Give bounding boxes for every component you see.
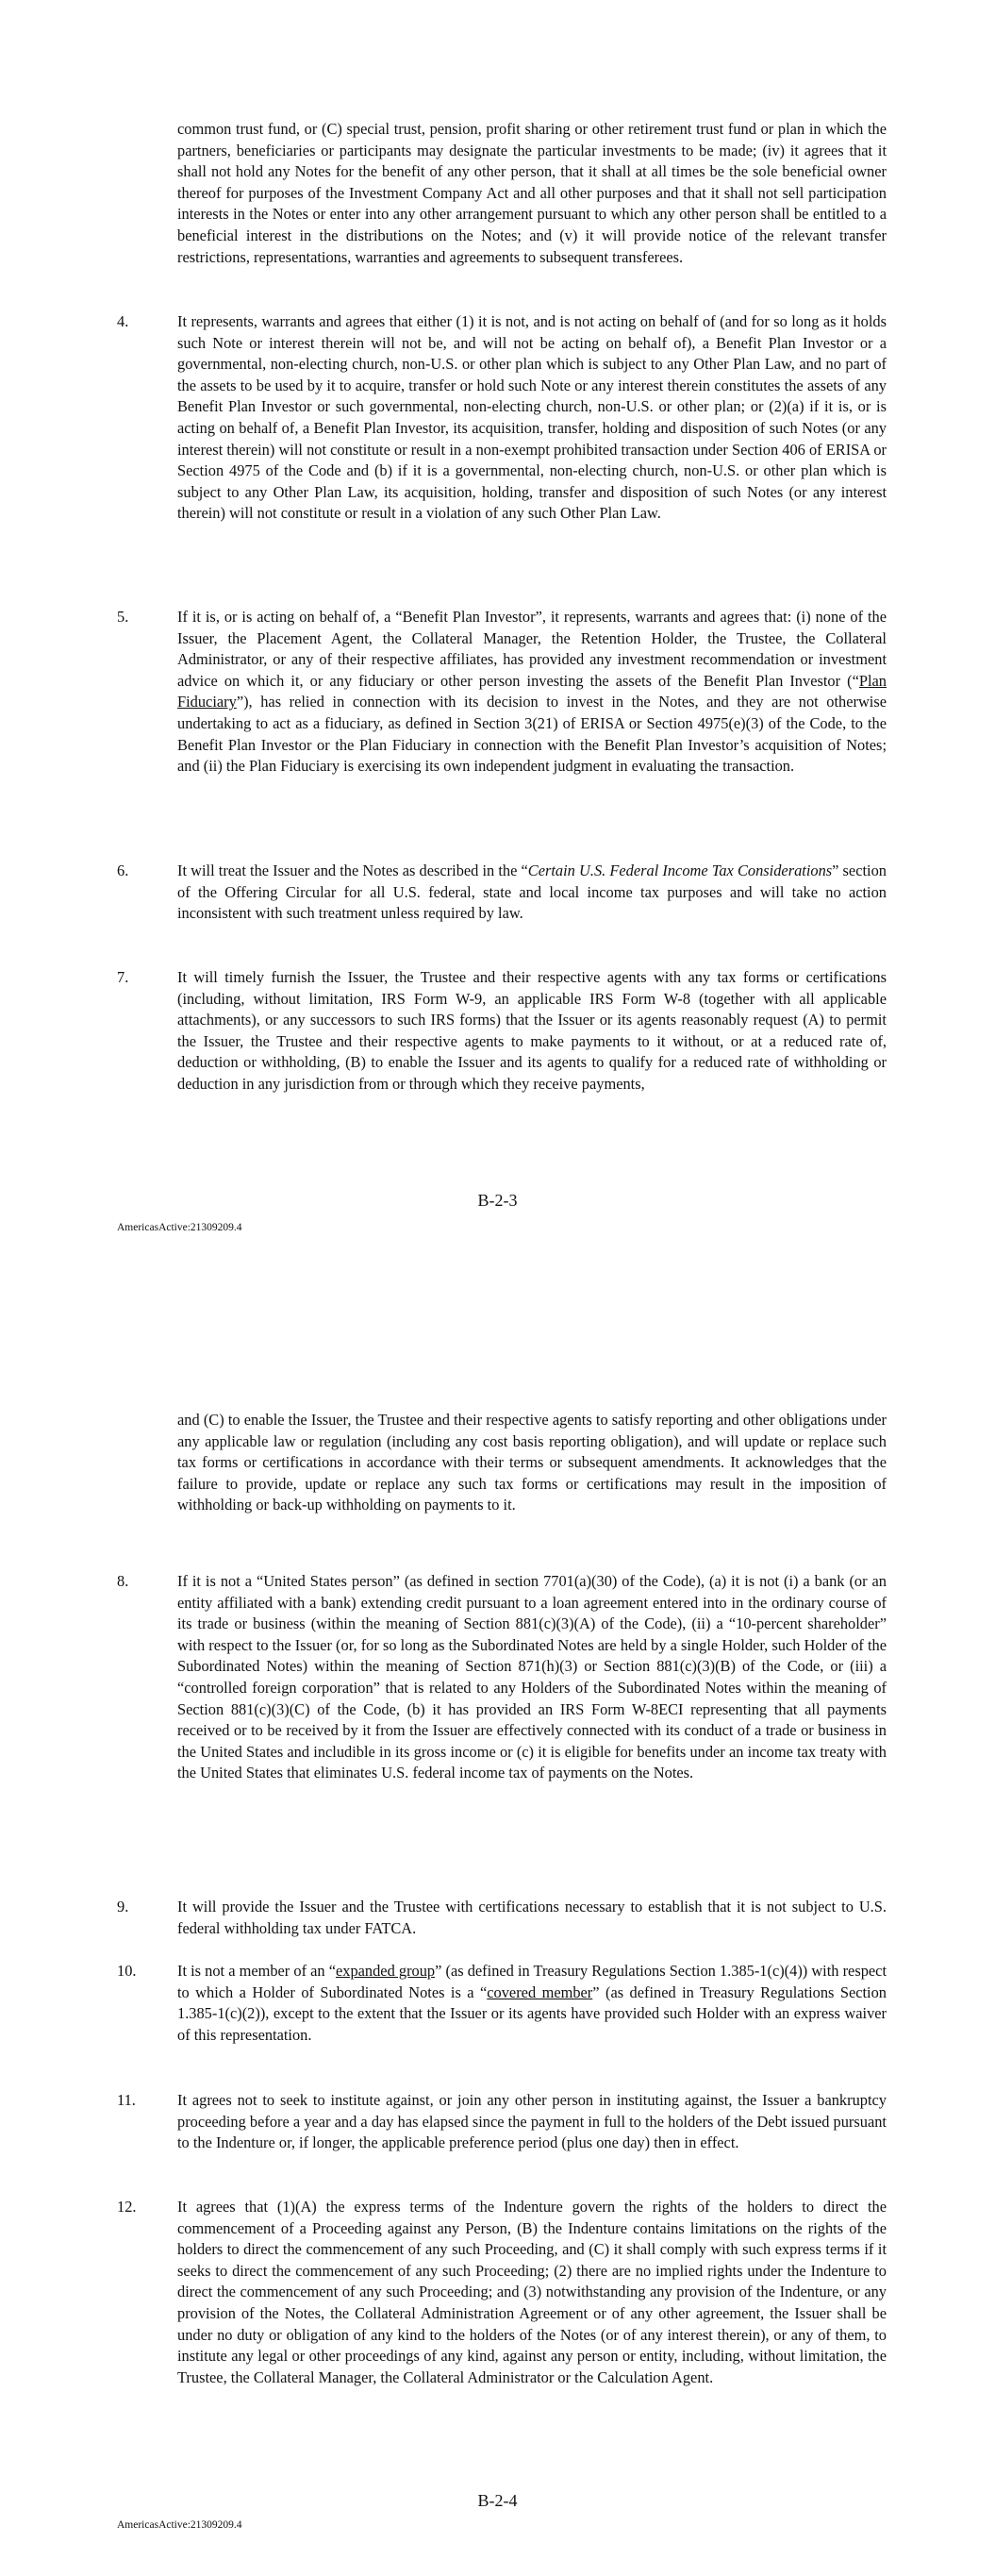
list-item-12 <box>117 2197 887 2388</box>
item-number: 12. <box>117 2198 137 2216</box>
defined-term-expanded-group: expanded group <box>335 1962 436 1980</box>
list-item-6 <box>117 861 887 925</box>
page-b-2-4 <box>0 1274 995 2576</box>
item-number: 10. <box>117 1962 137 1980</box>
defined-term-covered-member: covered member <box>487 1982 593 2001</box>
item-text: It represents, warrants and agrees that either (1) it is not, and is not acting on behalf of (and for so long as it holds such Note or interest therein will not be, and will not be acting on behalf of), a Benefit Plan Investor or a governmental, non-electing church, non-U.S. or other plan which is subject to any Other Plan Law, and no part of the assets to be used by it to acquire, transfer or hold such Note or any interest therein constitutes the assets of any Benefit Plan Investor or such governmental, non-electing church, non-U.S. or other plan; or (2)(a) if it is, or is acting on behalf of, a Benefit Plan Investor, its acquisition, transfer, holding and disposition of such Notes (or any interest therein) will not constitute or result in a non-exempt prohibited transaction under Section 406 of ERISA or Section 4975 of the Code and (b) if it is a governmental, non-electing church, non-U.S. or other plan which is subject to any Other Plan Law, its acquisition, holding, transfer and disposition of such Notes (or any interest therein) will not constitute or result in a violation of any such Other Plan Law. <box>177 312 887 523</box>
item-number: 6. <box>117 861 129 879</box>
list-item-10 <box>117 1961 887 2046</box>
list-item-7 <box>117 967 887 1096</box>
item-text: If it is not a “United States person” (as defined in section 7701(a)(30) of the Code), (a) it is not (i) a bank (or an entity affiliated with a bank) extending credit pursuant to a loan agreement entered into in the ordinary course of its trade or business (within the meaning of Section 881(c)(3)(A) of the Code), (ii) a “10-percent shareholder” with respect to the Issuer (or, for so long as the Subordinated Notes are held by a single Holder, such Holder of the Subordinated Notes) within the meaning of Section 871(h)(3) or Section 881(c)(3)(B) of the Code, or (iii) a “controlled foreign corporation” that is related to any Holders of the Subordinated Notes within the meaning of Section 881(c)(3)(C) of the Code, (b) it has provided an IRS Form W-8ECI representing that all payments received or to be received by it from the Issuer are effectively connected with its conduct of a trade or business in the United States and includible in its gross income or (c) it is eligible for benefits under an income tax treaty with the United States that eliminates U.S. federal income tax of payments on the Notes. <box>177 1572 887 1782</box>
document-footer: AmericasActive:21309209.4 <box>117 1222 242 1233</box>
page-number: B-2-3 <box>477 1191 518 1210</box>
continuation-paragraph: common trust fund, or (C) special trust, pension, profit sharing or other retirement trust fund or plan in which the partners, beneficiaries or participants may designate the particular investments to be made; (iv) it agrees that it shall not hold any Notes for the benefit of any other person, that it shall at all times be the sole beneficial owner thereof for purposes of the Investment Company Act and all other purposes and that it shall not sell participation interests in the Notes or enter into any other arrangement pursuant to which any other person shall be entitled to a beneficial interest in the distributions on the Notes; and (v) it will provide notice of the relevant transfer restrictions, representations, warranties and agreements to subsequent transferees. <box>177 120 887 266</box>
list-item-5 <box>117 607 887 778</box>
item-number: 9. <box>117 1898 129 1915</box>
item-text: It will treat the Issuer and the Notes as described in the “Certain U.S. Federal Income Tax Considerations” section of the Offering Circular for all U.S. federal, state and local income tax purposes and will take no action inconsistent with such treatment unless required by law. <box>177 861 887 923</box>
item-text: It will timely furnish the Issuer, the Trustee and their respective agents with any tax forms or certifications (including, without limitation, IRS Form W-9, an applicable IRS Form W-8 (together with all applicable attachments), or any successors to such IRS forms) that the Issuer or its agents reasonably request (A) to permit the Issuer, the Trustee and their respective agents to make payments to it without, or at a reduced rate of, deduction or withholding, (B) to enable the Issuer and its agents to qualify for a reduced rate of withholding or deduction in any jurisdiction from or through which they receive payments, <box>177 968 887 1093</box>
item-text: It agrees not to seek to institute against, or join any other person in instituting against, the Issuer a bankruptcy proceeding before a year and a day has elapsed since the payment in full to the holders of the Debt issued pursuant to the Indenture or, if longer, the applicable preference period (plus one day) then in effect. <box>177 2091 887 2152</box>
list-item-9 <box>117 1897 887 1939</box>
item-number: 7. <box>117 968 129 986</box>
item-number: 5. <box>117 608 129 626</box>
page-b-2-3 <box>0 0 995 1274</box>
item-number: 8. <box>117 1572 129 1590</box>
section-reference: Certain U.S. Federal Income Tax Considerations <box>527 861 833 879</box>
list-item-11 <box>117 2090 887 2154</box>
item-text: It will provide the Issuer and the Trustee with certifications necessary to establish that it is not subject to U.S. federal withholding tax under FATCA. <box>177 1898 887 1937</box>
item-number: 4. <box>117 312 129 330</box>
item-text: It agrees that (1)(A) the express terms of the Indenture govern the rights of the holders to direct the commencement of a Proceeding against any Person, (B) the Indenture contains limitations on the rights of the holders to direct the commencement of any such Proceeding, and (C) it shall comply with such express terms if it seeks to direct the commencement of any such Proceeding; (2) there are no implied rights under the Indenture to direct the commencement of any such Proceeding; and (3) notwithstanding any provision of the Indenture, or any provision of the Notes, the Collateral Administration Agreement or of any other agreement, the Issuer shall be under no duty or obligation of any kind to the holders of the Notes (or of any interest therein), or any of them, to institute any legal or other proceedings of any kind, against any person or entity, including, without limitation, the Trustee, the Collateral Manager, the Collateral Administrator or the Calculation Agent. <box>177 2198 887 2386</box>
list-item-4 <box>117 311 887 525</box>
item-number: 11. <box>117 2091 136 2109</box>
document-footer: AmericasActive:21309209.4 <box>117 2519 242 2531</box>
list-item-8 <box>117 1571 887 1784</box>
item-text: If it is, or is acting on behalf of, a “Benefit Plan Investor”, it represents, warrants and agrees that: (i) none of the Issuer, the Placement Agent, the Collateral Manager, the Retention Holder, the Trustee, the Collateral Administrator, or any of their respective affiliates, has provided any investment recommendation or investment advice on which it, or any fiduciary or other person investing the assets of the Benefit Plan Investor (“Plan Fiduciary”), has relied in connection with its decision to invest in the Notes, and they are not otherwise undertaking to act as a fiduciary, as defined in Section 3(21) of ERISA or Section 4975(e)(3) of the Code, to the Benefit Plan Investor or the Plan Fiduciary in connection with the Benefit Plan Investor’s acquisition of Notes; and (ii) the Plan Fiduciary is exercising its own independent judgment in evaluating the transaction. <box>177 608 887 776</box>
item-text: It is not a member of an “expanded group” (as defined in Treasury Regulations Section 1.385-1(c)(4)) with respect to which a Holder of Subordinated Notes is a “covered member” (as defined in Treasury Regulations Section 1.385-1(c)(2)), except to the extent that the Issuer or its agents have provided such Holder with an express waiver of this representation. <box>177 1962 887 2044</box>
defined-term-plan-fiduciary: Plan Fiduciary <box>177 671 887 711</box>
page-number: B-2-4 <box>477 2491 518 2510</box>
continuation-paragraph: and (C) to enable the Issuer, the Trustee and their respective agents to satisfy reporting and other obligations under any applicable law or regulation (including any cost basis reporting obligation), and will update or replace such tax forms or certifications in accordance with their terms or subsequent amendments. It acknowledges that the failure to provide, update or replace any such tax forms or certifications may result in the imposition of withholding or back-up withholding on payments to it. <box>177 1411 887 1514</box>
